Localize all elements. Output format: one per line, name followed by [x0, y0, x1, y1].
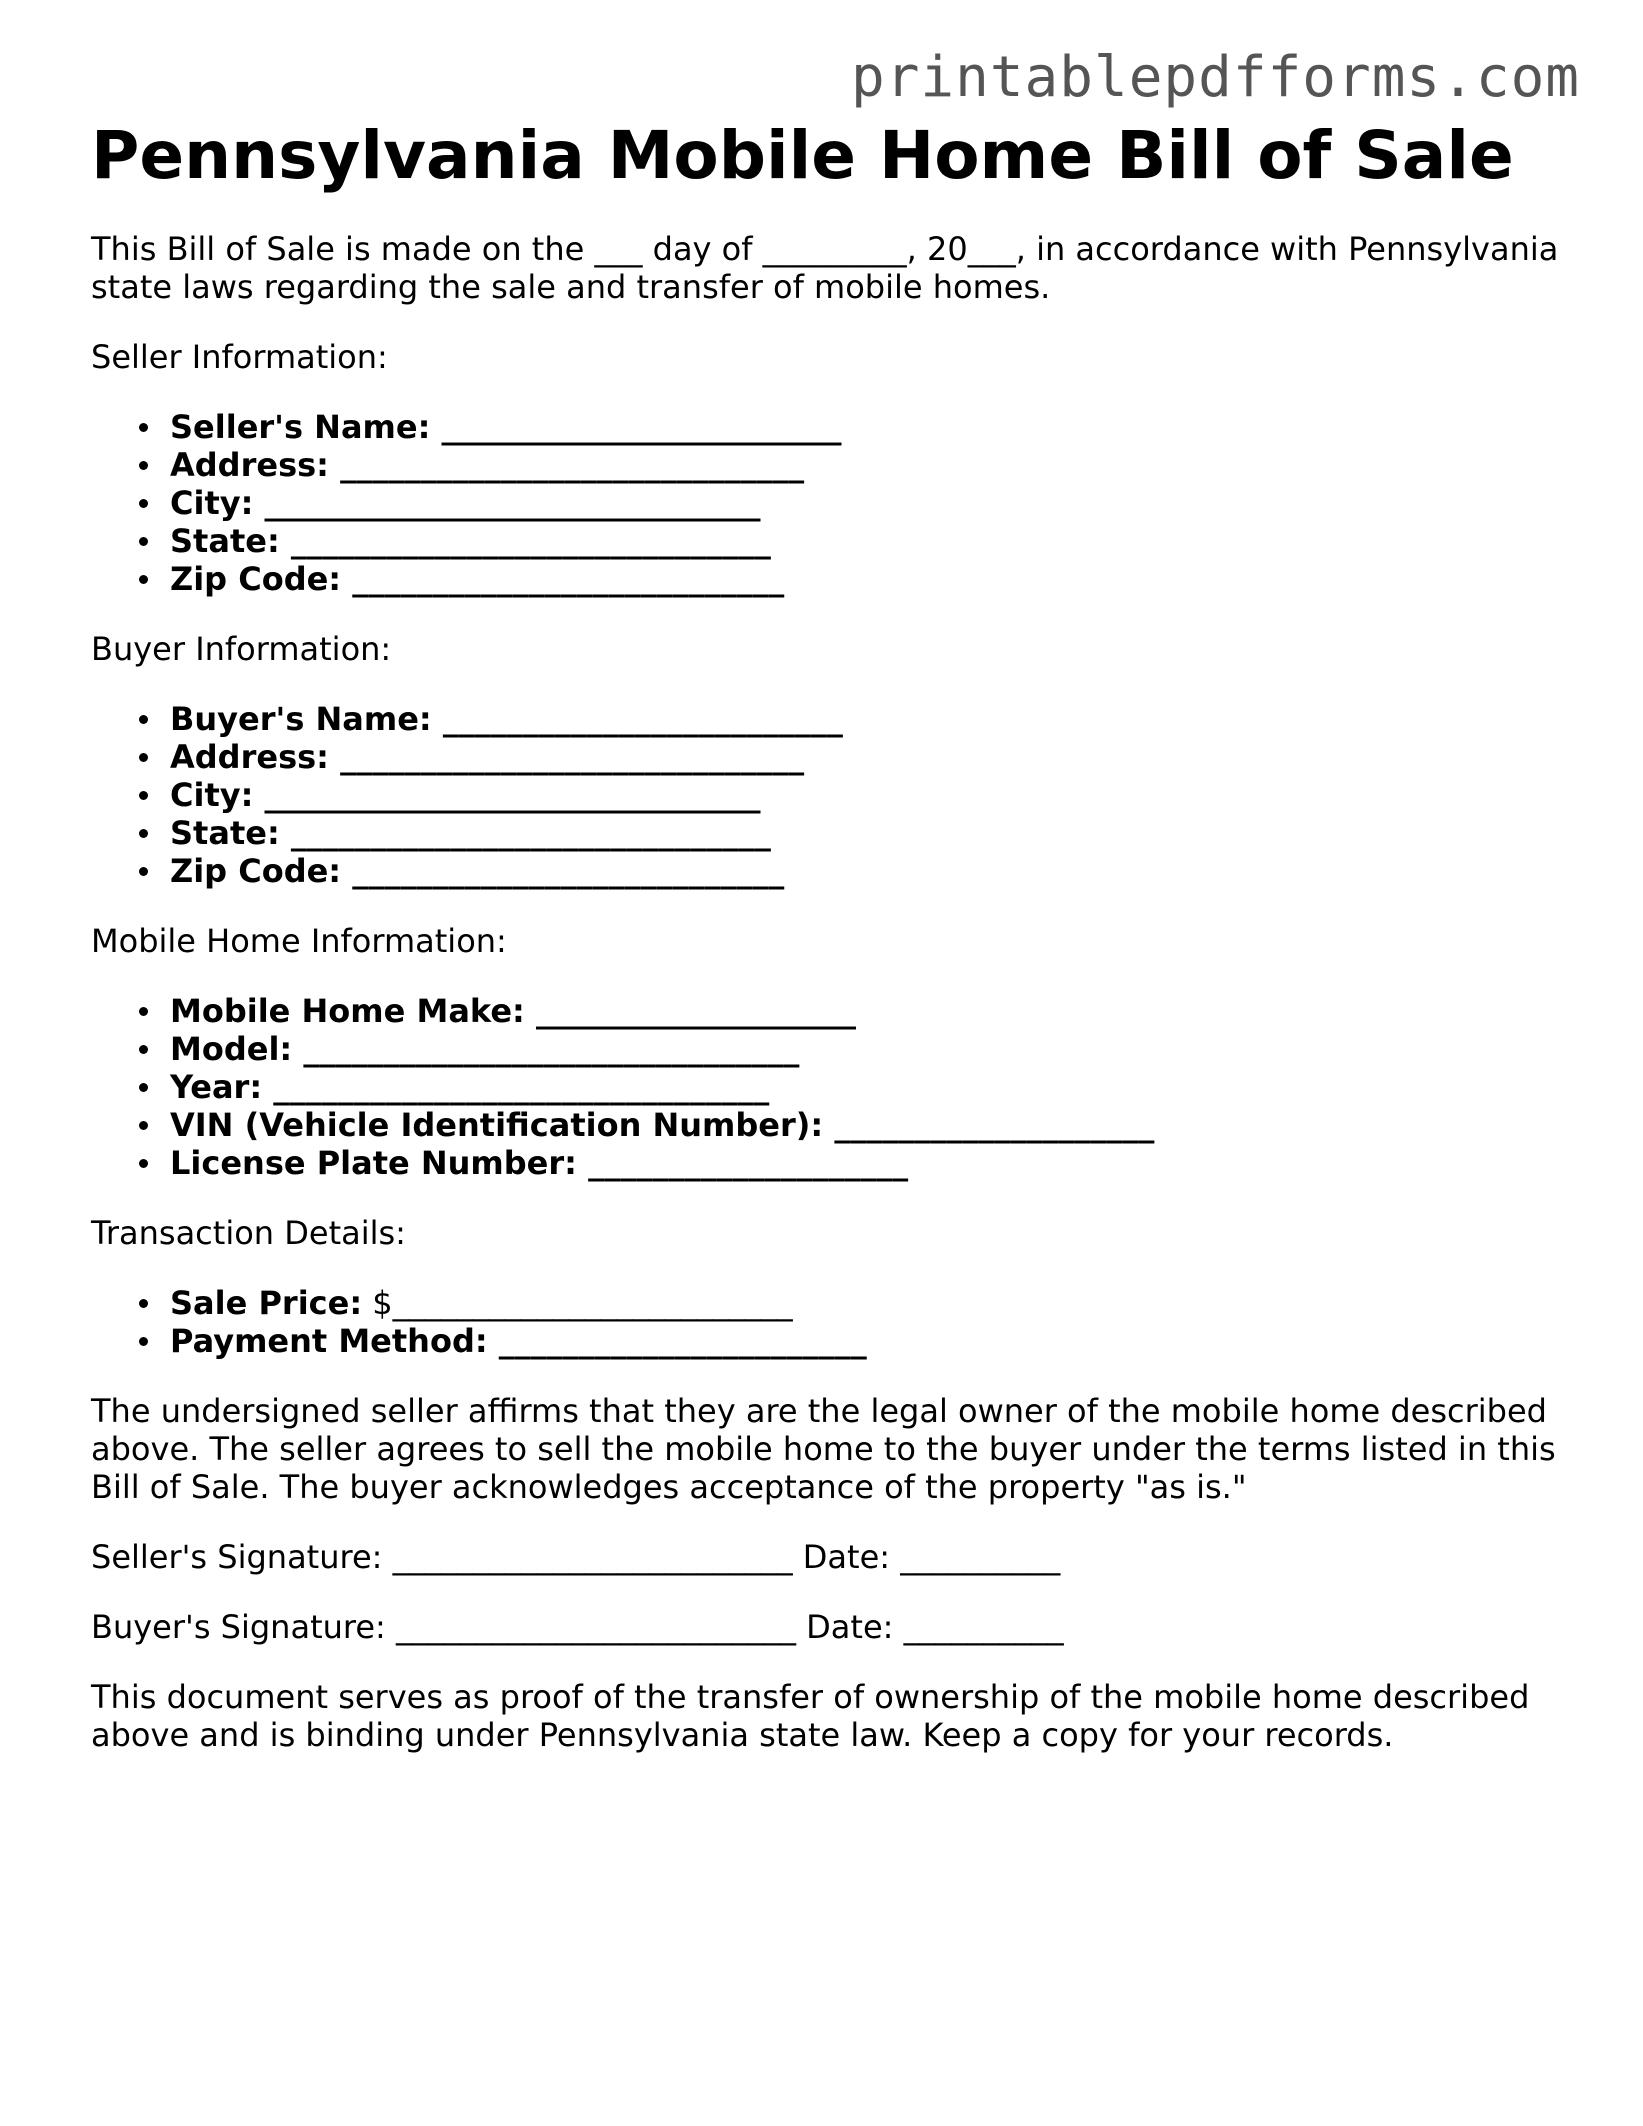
affirmation-paragraph: The undersigned seller affirms that they are the legal owner of the mobile home described above. The seller agrees to sell the mobile home to the buyer under the terms listed in this Bill of Sale. The buyer acknowledges acceptance of the property "as is."	[91, 1392, 1556, 1506]
transaction-section-heading: Transaction Details:	[91, 1214, 406, 1252]
list-item	[170, 522, 1571, 560]
buyer-info-list	[91, 700, 1571, 890]
buyer-section-heading: Buyer Information:	[91, 630, 392, 668]
field-label: Model:	[170, 1030, 293, 1068]
bill-of-sale-document	[91, 116, 1571, 1754]
transaction-info-list	[91, 1284, 1571, 1360]
field-blank[interactable]: $_________________________	[362, 1284, 793, 1322]
field-label: Year:	[170, 1068, 263, 1106]
list-item	[170, 1030, 1571, 1068]
list-item	[170, 1106, 1571, 1144]
field-label: Sale Price:	[170, 1284, 363, 1322]
field-label: City:	[170, 776, 254, 814]
field-label: City:	[170, 484, 254, 522]
field-label: VIN (Vehicle Identification Number):	[170, 1106, 824, 1144]
seller-info-list	[91, 408, 1571, 598]
list-item	[170, 776, 1571, 814]
closing-paragraph: This document serves as proof of the transfer of ownership of the mobile home described above and is binding under Pennsylvania state law. Keep a copy for your records.	[91, 1678, 1530, 1754]
field-label: Zip Code:	[170, 852, 342, 890]
list-item	[170, 446, 1571, 484]
list-item	[170, 814, 1571, 852]
field-label: Mobile Home Make:	[170, 992, 525, 1030]
field-blank[interactable]: _______________________________	[292, 1030, 800, 1068]
mobile-home-section-heading: Mobile Home Information:	[91, 922, 507, 960]
list-item	[170, 1144, 1571, 1182]
list-item	[170, 560, 1571, 598]
field-label: Zip Code:	[170, 560, 342, 598]
mobile-home-info-list	[91, 992, 1571, 1182]
field-blank[interactable]: ______________________________	[279, 814, 771, 852]
field-blank[interactable]: ____________________	[576, 1144, 909, 1182]
field-blank[interactable]: ___________________________	[341, 852, 785, 890]
list-item	[170, 1284, 1571, 1322]
field-blank[interactable]: _____________________________	[328, 738, 805, 776]
list-item	[170, 738, 1571, 776]
field-blank[interactable]: ____________________	[823, 1106, 1155, 1144]
field-blank[interactable]: ___________________________	[341, 560, 785, 598]
field-blank[interactable]: _____________________________	[328, 446, 805, 484]
field-label: Seller's Name:	[170, 408, 431, 446]
list-item	[170, 992, 1571, 1030]
field-label: Buyer's Name:	[170, 700, 432, 738]
field-blank[interactable]: _______________________	[487, 1322, 867, 1360]
field-label: Address:	[170, 738, 329, 776]
list-item	[170, 484, 1571, 522]
field-label: License Plate Number:	[170, 1144, 577, 1182]
seller-section-heading: Seller Information:	[91, 338, 388, 376]
intro-paragraph: This Bill of Sale is made on the ___ day of _________, 20___, in accordance with Pennsylvania state laws regarding the sale and transfer of mobile homes.	[91, 230, 1559, 306]
field-blank[interactable]: _______________________________	[253, 776, 761, 814]
field-blank[interactable]: _______________________________	[253, 484, 761, 522]
field-blank[interactable]: _________________________	[430, 408, 842, 446]
list-item	[170, 1068, 1571, 1106]
field-blank[interactable]: ______________________________	[279, 522, 771, 560]
seller-signature-line[interactable]: Seller's Signature: _________________________ Date: __________	[91, 1538, 1061, 1576]
site-watermark: printablepdfforms.com	[850, 45, 1580, 110]
field-label: Address:	[170, 446, 329, 484]
field-label: State:	[170, 814, 280, 852]
field-blank[interactable]: ____________________	[524, 992, 856, 1030]
list-item	[170, 700, 1571, 738]
field-blank[interactable]: _________________________	[431, 700, 843, 738]
field-blank[interactable]: _______________________________	[262, 1068, 770, 1106]
field-label: State:	[170, 522, 280, 560]
list-item	[170, 1322, 1571, 1360]
list-item	[170, 408, 1571, 446]
page-title: Pennsylvania Mobile Home Bill of Sale	[91, 117, 1514, 194]
list-item	[170, 852, 1571, 890]
buyer-signature-line[interactable]: Buyer's Signature: _________________________ Date: __________	[91, 1608, 1064, 1646]
field-label: Payment Method:	[170, 1322, 488, 1360]
